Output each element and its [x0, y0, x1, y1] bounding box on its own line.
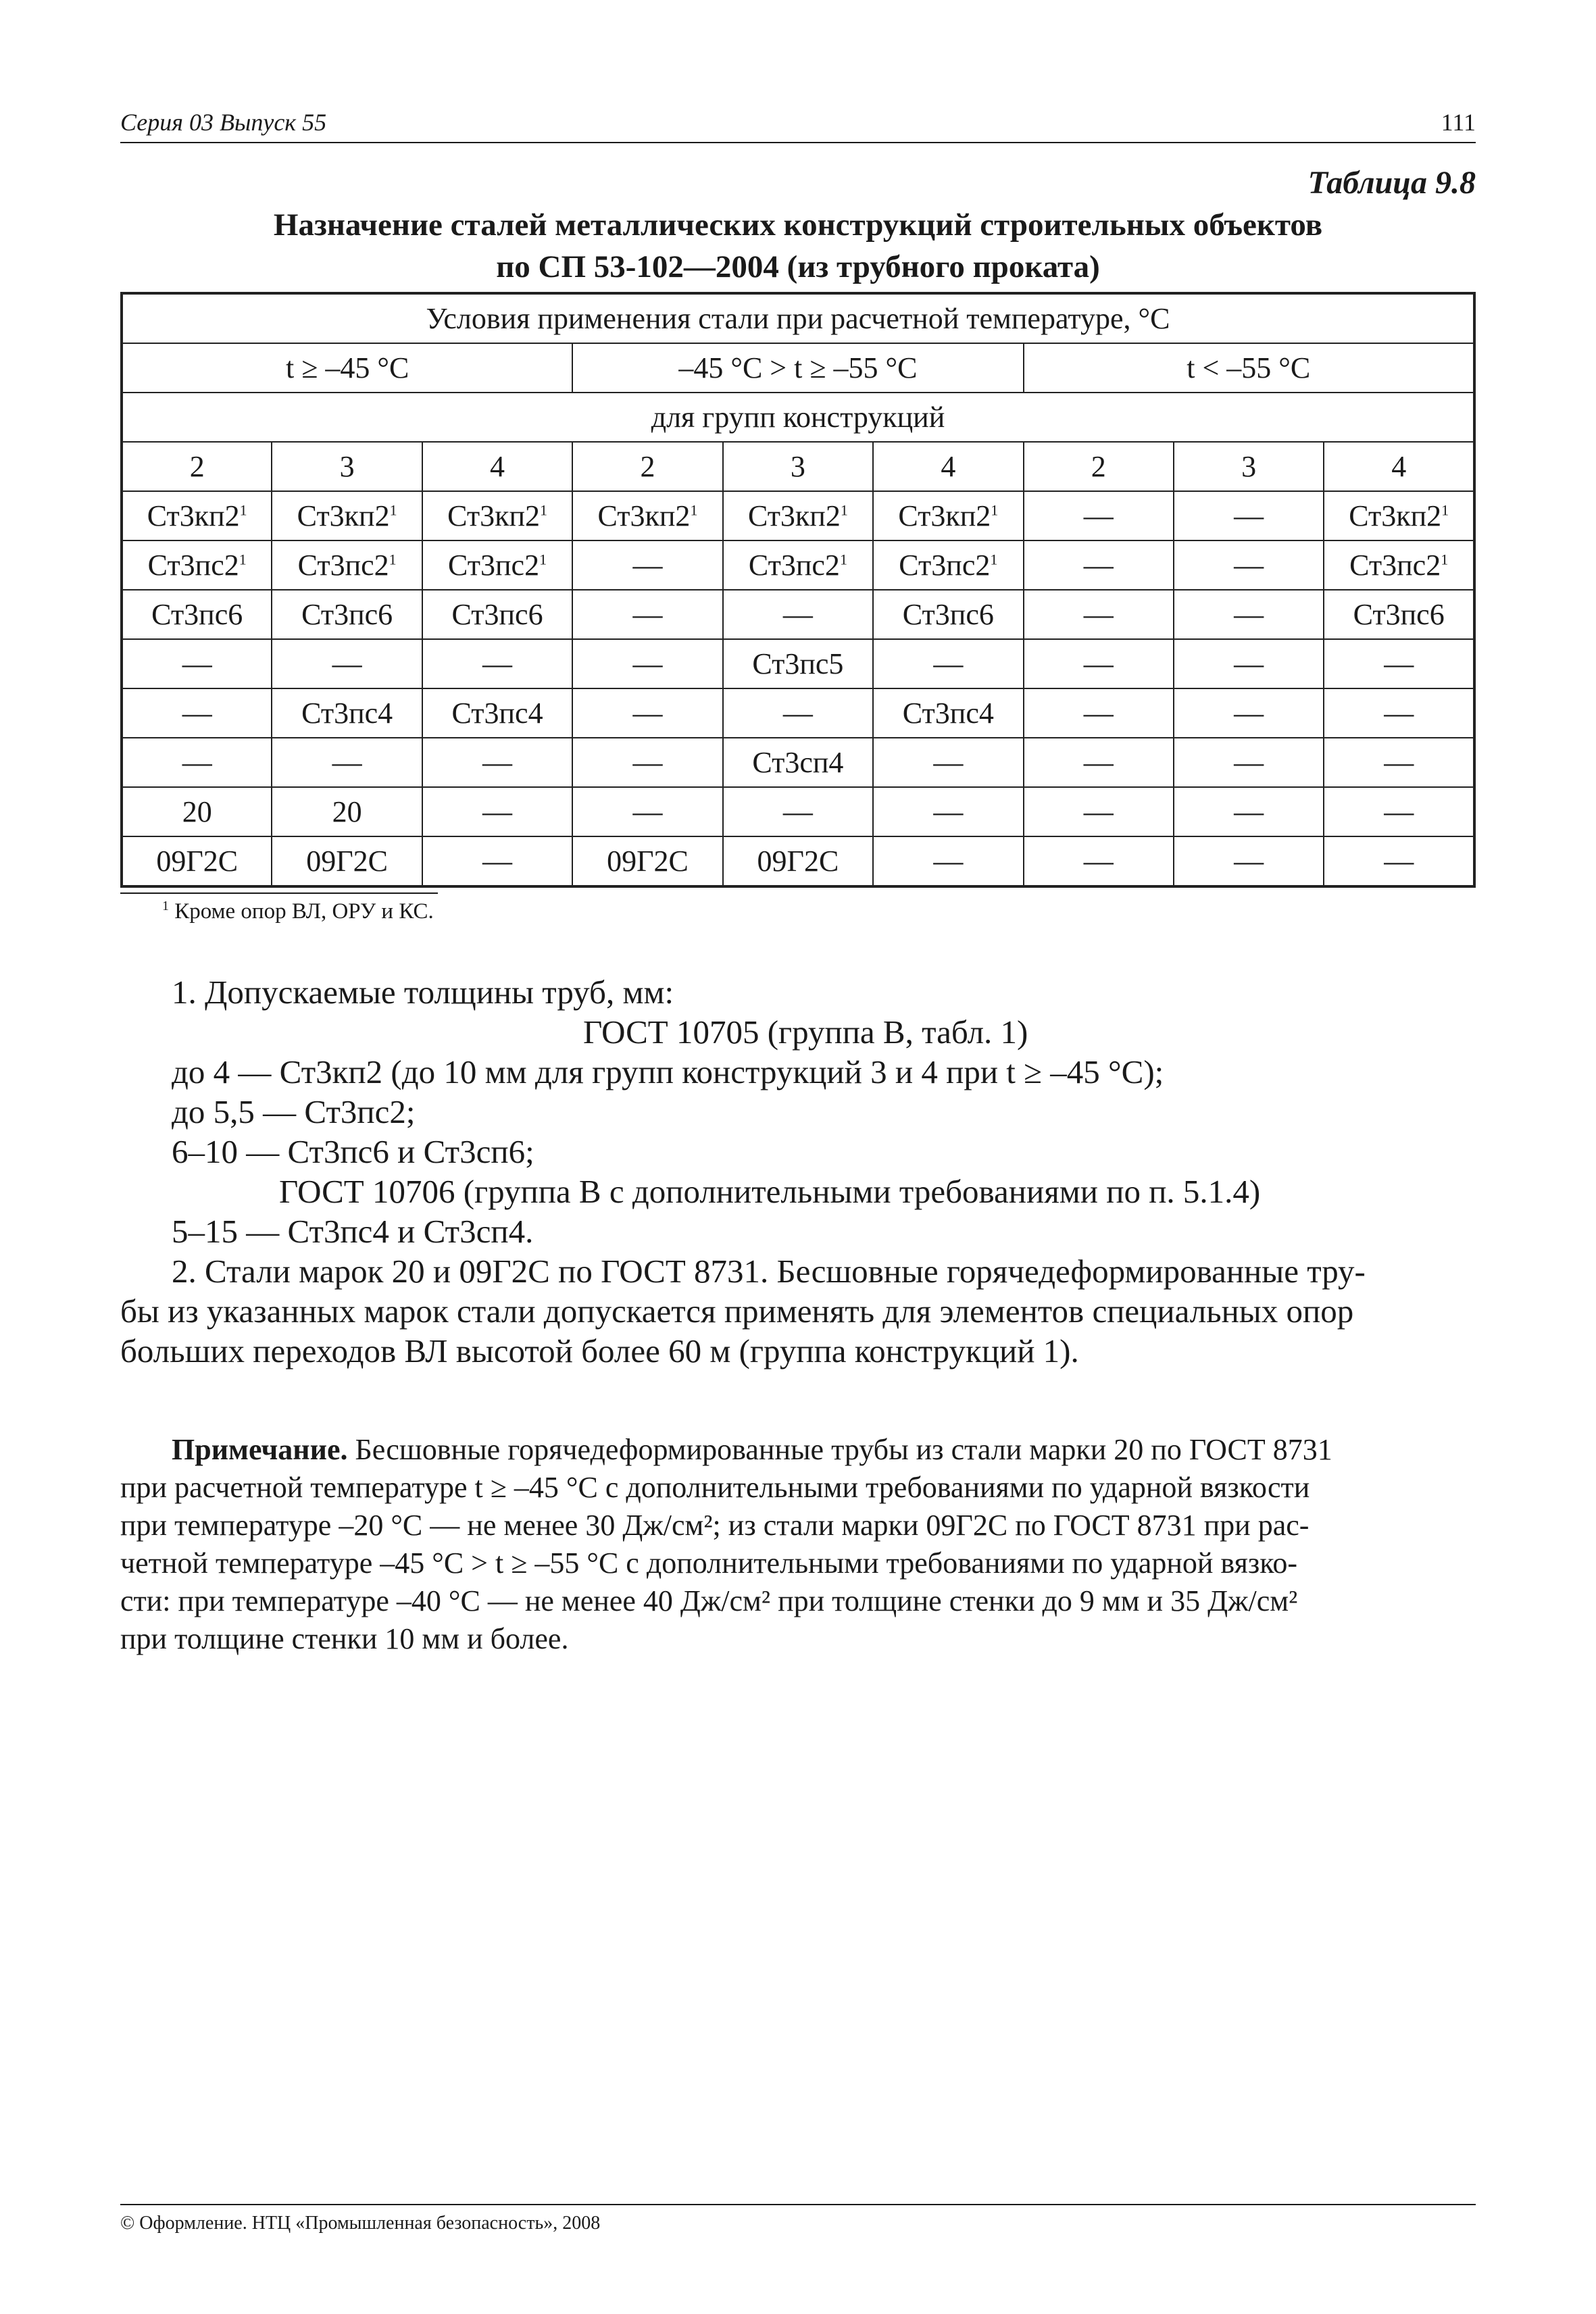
table-cell: [1174, 491, 1324, 540]
table-cell-value: Ст3пс2: [1349, 549, 1441, 582]
table-cell: [122, 491, 272, 540]
table-cell: [422, 688, 572, 738]
table-cell: [422, 787, 572, 836]
footer-copyright: © Оформление. НТЦ «Промышленная безопасность», 2008: [120, 2213, 601, 2234]
temp-range-cell: t ≥ –45 °С: [122, 343, 572, 393]
group-number-cell: 2: [1024, 442, 1174, 491]
table-cell-value: —: [632, 697, 663, 730]
table-cell-value: Ст3кп2: [898, 499, 991, 532]
table-title: [120, 204, 1476, 288]
table-cell-value: —: [482, 845, 513, 878]
table-cell: [1174, 688, 1324, 738]
table-cell: [422, 540, 572, 590]
table-cell: [1024, 787, 1174, 836]
table-cell: [1174, 540, 1324, 590]
table-cell: [723, 540, 873, 590]
table-cell: [122, 590, 272, 639]
table-cell: [1324, 540, 1474, 590]
table-cell-value: —: [782, 598, 813, 631]
table-row: [122, 688, 1474, 738]
table-cell: [873, 491, 1023, 540]
table-cell-value: Ст3пс4: [902, 697, 994, 730]
table-cell-value: —: [1234, 499, 1264, 532]
body-line: 5–15 — Ст3пс4 и Ст3сп4.: [172, 1213, 534, 1250]
table-cell-value: —: [1083, 598, 1114, 631]
table-cell-value: 09Г2С: [306, 845, 389, 878]
footnote-ref: 1: [839, 551, 847, 568]
table-cell: [1024, 738, 1174, 787]
body-line: ГОСТ 10705 (группа В, табл. 1): [583, 1013, 1028, 1051]
group-number-cell: 2: [122, 442, 272, 491]
footnote-ref: 1: [389, 551, 397, 568]
table-title-line-1: Назначение сталей металлических конструкций строительных объектов: [273, 207, 1323, 243]
table-cell-value: —: [1234, 746, 1264, 779]
table-cell: [272, 540, 422, 590]
table-cell: [873, 540, 1023, 590]
group-number-cell: 4: [422, 442, 572, 491]
table-row: [122, 836, 1474, 886]
table-cell-value: —: [1234, 549, 1264, 582]
table-cell-value: —: [482, 795, 513, 828]
body-line: 1. Допускаемые толщины труб, мм:: [172, 974, 674, 1011]
header-divider: [120, 142, 1476, 143]
table-cell-value: Ст3пс6: [301, 598, 393, 631]
table-cell: [873, 836, 1023, 886]
table-cell-value: —: [632, 549, 663, 582]
table-cell-value: 09Г2С: [156, 845, 239, 878]
body-line: ГОСТ 10706 (группа В с дополнительными требованиями по п. 5.1.4): [279, 1173, 1261, 1210]
group-number-row: [122, 442, 1474, 491]
table-cell-value: —: [182, 647, 212, 680]
footnote-divider: [120, 892, 438, 894]
table-cell-value: Ст3пс2: [147, 549, 239, 582]
table-cell: [1024, 639, 1174, 688]
note-line: при толщине стенки 10 мм и более.: [120, 1622, 569, 1655]
table-title-line-2: по СП 53-102—2004 (из трубного проката): [496, 249, 1100, 284]
table-cell: [1024, 836, 1174, 886]
table-cell: [122, 688, 272, 738]
table-cell-value: —: [1384, 697, 1414, 730]
table-cell: [422, 491, 572, 540]
table-row: [122, 738, 1474, 787]
table-cell: [1024, 688, 1174, 738]
table-cell-value: Ст3кп2: [297, 499, 390, 532]
table-cell: [572, 639, 722, 688]
table-cell: [572, 738, 722, 787]
table-cell: [873, 639, 1023, 688]
table-row: [122, 491, 1474, 540]
table-cell: [122, 738, 272, 787]
table-row: [122, 639, 1474, 688]
footnote-ref: 1: [1441, 501, 1449, 519]
table-cell-value: Ст3пс6: [902, 598, 994, 631]
table-cell-value: 20: [182, 795, 212, 828]
table-cell-value: Ст3пс2: [297, 549, 389, 582]
table-cell-value: —: [1083, 845, 1114, 878]
table-cell-value: —: [632, 746, 663, 779]
table-row: [122, 540, 1474, 590]
table-cell: [272, 491, 422, 540]
note-line: сти: при температуре –40 °С — не менее 40 Дж/см² при толщине стенки до 9 мм и 35 Дж/см²: [120, 1584, 1298, 1617]
temp-range-cell: –45 °С > t ≥ –55 °С: [572, 343, 1023, 393]
body-line: 2. Стали марок 20 и 09Г2С по ГОСТ 8731. Бесшовные горячедеформированные тру-: [172, 1253, 1366, 1290]
table-cell: [1324, 688, 1474, 738]
note-text: Бесшовные горячедеформированные трубы из стали марки 20 по ГОСТ 8731: [355, 1433, 1332, 1466]
table-cell: [272, 787, 422, 836]
note-line: [172, 1432, 1332, 1467]
table-cell-value: Ст3кп2: [447, 499, 541, 532]
table-cell-value: —: [332, 647, 362, 680]
table-cell-value: —: [782, 795, 813, 828]
table-cell-value: —: [332, 746, 362, 779]
table-cell: [1174, 639, 1324, 688]
table-cell: [873, 688, 1023, 738]
table-cell-value: —: [1234, 795, 1264, 828]
footnote-ref: 1: [690, 501, 698, 519]
temp-range-cell: t < –55 °С: [1024, 343, 1474, 393]
table-cell: [122, 836, 272, 886]
table-cell-value: Ст3пс4: [301, 697, 393, 730]
table-cell-value: —: [782, 697, 813, 730]
table-cell: [723, 738, 873, 787]
table-cell: [1324, 787, 1474, 836]
group-number-cell: 2: [572, 442, 722, 491]
table-cell-value: Ст3пс2: [899, 549, 991, 582]
table-cell-value: Ст3пс5: [752, 647, 844, 680]
table-cell-value: —: [482, 746, 513, 779]
table-row: [122, 590, 1474, 639]
table-cell: [1024, 491, 1174, 540]
table-cell-value: Ст3сп4: [752, 746, 844, 779]
table-label: Таблица 9.8: [1307, 165, 1476, 201]
footnote-ref: 1: [840, 501, 848, 519]
table-cell-value: —: [1384, 795, 1414, 828]
table-cell: [422, 590, 572, 639]
table-cell: [1324, 590, 1474, 639]
table-cell: [272, 590, 422, 639]
page-number: 111: [1441, 109, 1476, 136]
note-line: четной температуре –45 °С > t ≥ –55 °С с дополнительными требованиями по ударной вязко-: [120, 1546, 1298, 1580]
table-cell: [272, 738, 422, 787]
table-cell-value: —: [1234, 598, 1264, 631]
footnote-ref: 1: [540, 501, 548, 519]
table-cell: [1324, 836, 1474, 886]
table-cell-value: —: [632, 598, 663, 631]
table-cell-value: 20: [332, 795, 362, 828]
table-cell: [272, 639, 422, 688]
table-header-row: [122, 293, 1474, 343]
table-cell-value: —: [1083, 549, 1114, 582]
temperature-range-row: [122, 343, 1474, 393]
table-cell-value: —: [632, 795, 663, 828]
footnote-ref: 1: [389, 501, 397, 519]
table-cell-value: —: [1083, 795, 1114, 828]
table-cell-value: Ст3пс6: [151, 598, 243, 631]
table-cell-value: —: [933, 845, 964, 878]
table-cell: [1324, 491, 1474, 540]
table-cell-value: Ст3кп2: [1349, 499, 1442, 532]
table-cell-value: Ст3пс2: [748, 549, 840, 582]
footnote-ref: 1: [990, 551, 998, 568]
table-cell: [873, 787, 1023, 836]
table-cell-value: —: [1234, 697, 1264, 730]
table-cell: [873, 738, 1023, 787]
footnote-ref: 1: [539, 551, 547, 568]
table-cell: [1174, 836, 1324, 886]
table-cell-value: —: [1083, 499, 1114, 532]
table-cell: [572, 836, 722, 886]
group-number-cell: 3: [1174, 442, 1324, 491]
group-number-cell: 3: [272, 442, 422, 491]
body-line: 6–10 — Ст3пс6 и Ст3сп6;: [172, 1133, 534, 1170]
table-cell: [723, 491, 873, 540]
body-line: бы из указанных марок стали допускается применять для элементов специальных опор: [120, 1292, 1354, 1330]
table-cell: [1324, 738, 1474, 787]
table-cell: [572, 787, 722, 836]
note-line: при температуре –20 °С — не менее 30 Дж/см²; из стали марки 09Г2С по ГОСТ 8731 при рас-: [120, 1509, 1310, 1542]
table-cell-value: Ст3кп2: [747, 499, 841, 532]
group-number-cell: 3: [723, 442, 873, 491]
header-conditions: Условия применения стали при расчетной температуре, °С: [122, 293, 1474, 343]
table-cell-value: —: [1234, 647, 1264, 680]
table-cell-value: —: [1384, 647, 1414, 680]
table-cell: [272, 688, 422, 738]
footer-divider: [120, 2204, 1476, 2205]
steel-assignment-table: [120, 292, 1476, 888]
table-cell-value: —: [933, 746, 964, 779]
table-cell-value: —: [182, 697, 212, 730]
groups-label: для групп конструкций: [122, 393, 1474, 442]
table-cell: [122, 787, 272, 836]
table-cell: [422, 639, 572, 688]
table-cell-value: Ст3пс2: [448, 549, 540, 582]
table-cell-value: —: [933, 795, 964, 828]
table-cell-value: —: [1234, 845, 1264, 878]
table-cell-value: —: [1384, 746, 1414, 779]
table-row: [122, 787, 1474, 836]
table-cell: [122, 540, 272, 590]
table-cell-value: Ст3пс4: [451, 697, 543, 730]
table-cell: [1024, 590, 1174, 639]
table-cell: [723, 836, 873, 886]
table-cell-value: Ст3кп2: [147, 499, 240, 532]
table-cell: [723, 688, 873, 738]
body-line: до 5,5 — Ст3пс2;: [172, 1093, 416, 1130]
table-cell: [572, 688, 722, 738]
group-number-cell: 4: [1324, 442, 1474, 491]
table-cell-value: —: [1384, 845, 1414, 878]
table-cell: [572, 590, 722, 639]
table-cell: [723, 787, 873, 836]
note-label: Примечание.: [172, 1433, 348, 1466]
table-cell: [422, 738, 572, 787]
body-line: больших переходов ВЛ высотой более 60 м (группа конструкций 1).: [120, 1332, 1079, 1369]
footnote-ref: 1: [1441, 551, 1449, 568]
table-cell-value: —: [1083, 746, 1114, 779]
table-cell: [572, 540, 722, 590]
table-cell: [572, 491, 722, 540]
table-cell-value: —: [933, 647, 964, 680]
table-cell: [122, 639, 272, 688]
table-cell-value: 09Г2С: [757, 845, 839, 878]
table-cell: [723, 639, 873, 688]
table-cell-value: —: [482, 647, 513, 680]
table-cell: [873, 590, 1023, 639]
table-footnote: [162, 899, 434, 924]
table-cell: [1174, 738, 1324, 787]
table-cell-value: Ст3кп2: [597, 499, 691, 532]
table-cell-value: Ст3пс6: [1353, 598, 1445, 631]
footnote-ref: 1: [991, 501, 999, 519]
note-line: при расчетной температуре t ≥ –45 °С с дополнительными требованиями по ударной вязкости: [120, 1471, 1310, 1504]
footnote-ref: 1: [239, 501, 247, 519]
table-cell-value: —: [1083, 697, 1114, 730]
group-number-cell: 4: [873, 442, 1023, 491]
table-cell: [1174, 590, 1324, 639]
table-cell-value: —: [1083, 647, 1114, 680]
table-cell-value: Ст3пс6: [451, 598, 543, 631]
table-cell: [1174, 787, 1324, 836]
footnote-ref: 1: [239, 551, 247, 568]
footnote-mark: 1: [162, 899, 169, 913]
body-line: до 4 — Ст3кп2 (до 10 мм для групп конструкций 3 и 4 при t ≥ –45 °С);: [172, 1053, 1164, 1090]
table-cell: [422, 836, 572, 886]
table-cell: [1324, 639, 1474, 688]
table-cell: [1024, 540, 1174, 590]
footnote-text: Кроме опор ВЛ, ОРУ и КС.: [174, 899, 434, 924]
table-cell-value: 09Г2С: [607, 845, 689, 878]
table-cell-value: —: [182, 746, 212, 779]
running-header-series: Серия 03 Выпуск 55: [120, 109, 327, 136]
table-cell: [272, 836, 422, 886]
table-cell-value: —: [632, 647, 663, 680]
table-cell: [723, 590, 873, 639]
groups-label-row: [122, 393, 1474, 442]
